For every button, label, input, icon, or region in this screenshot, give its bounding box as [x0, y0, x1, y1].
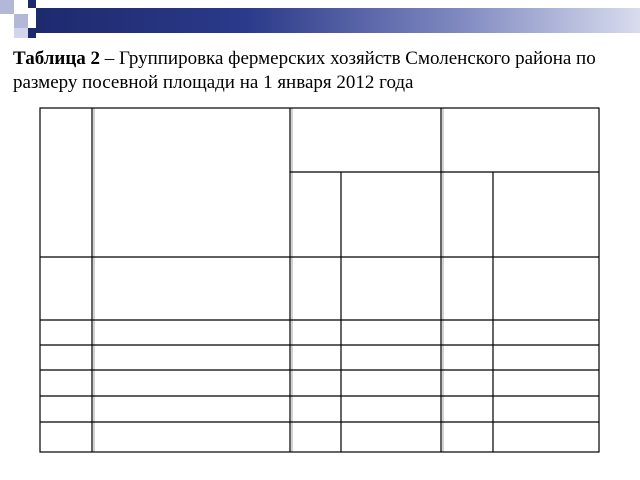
table-border: [40, 108, 599, 452]
title-bold: Таблица 2: [13, 48, 101, 69]
title-text: – Группировка фермерских хозяйств Смоленского района по размеру посевной площади на 1 января 2012 года: [13, 48, 596, 93]
